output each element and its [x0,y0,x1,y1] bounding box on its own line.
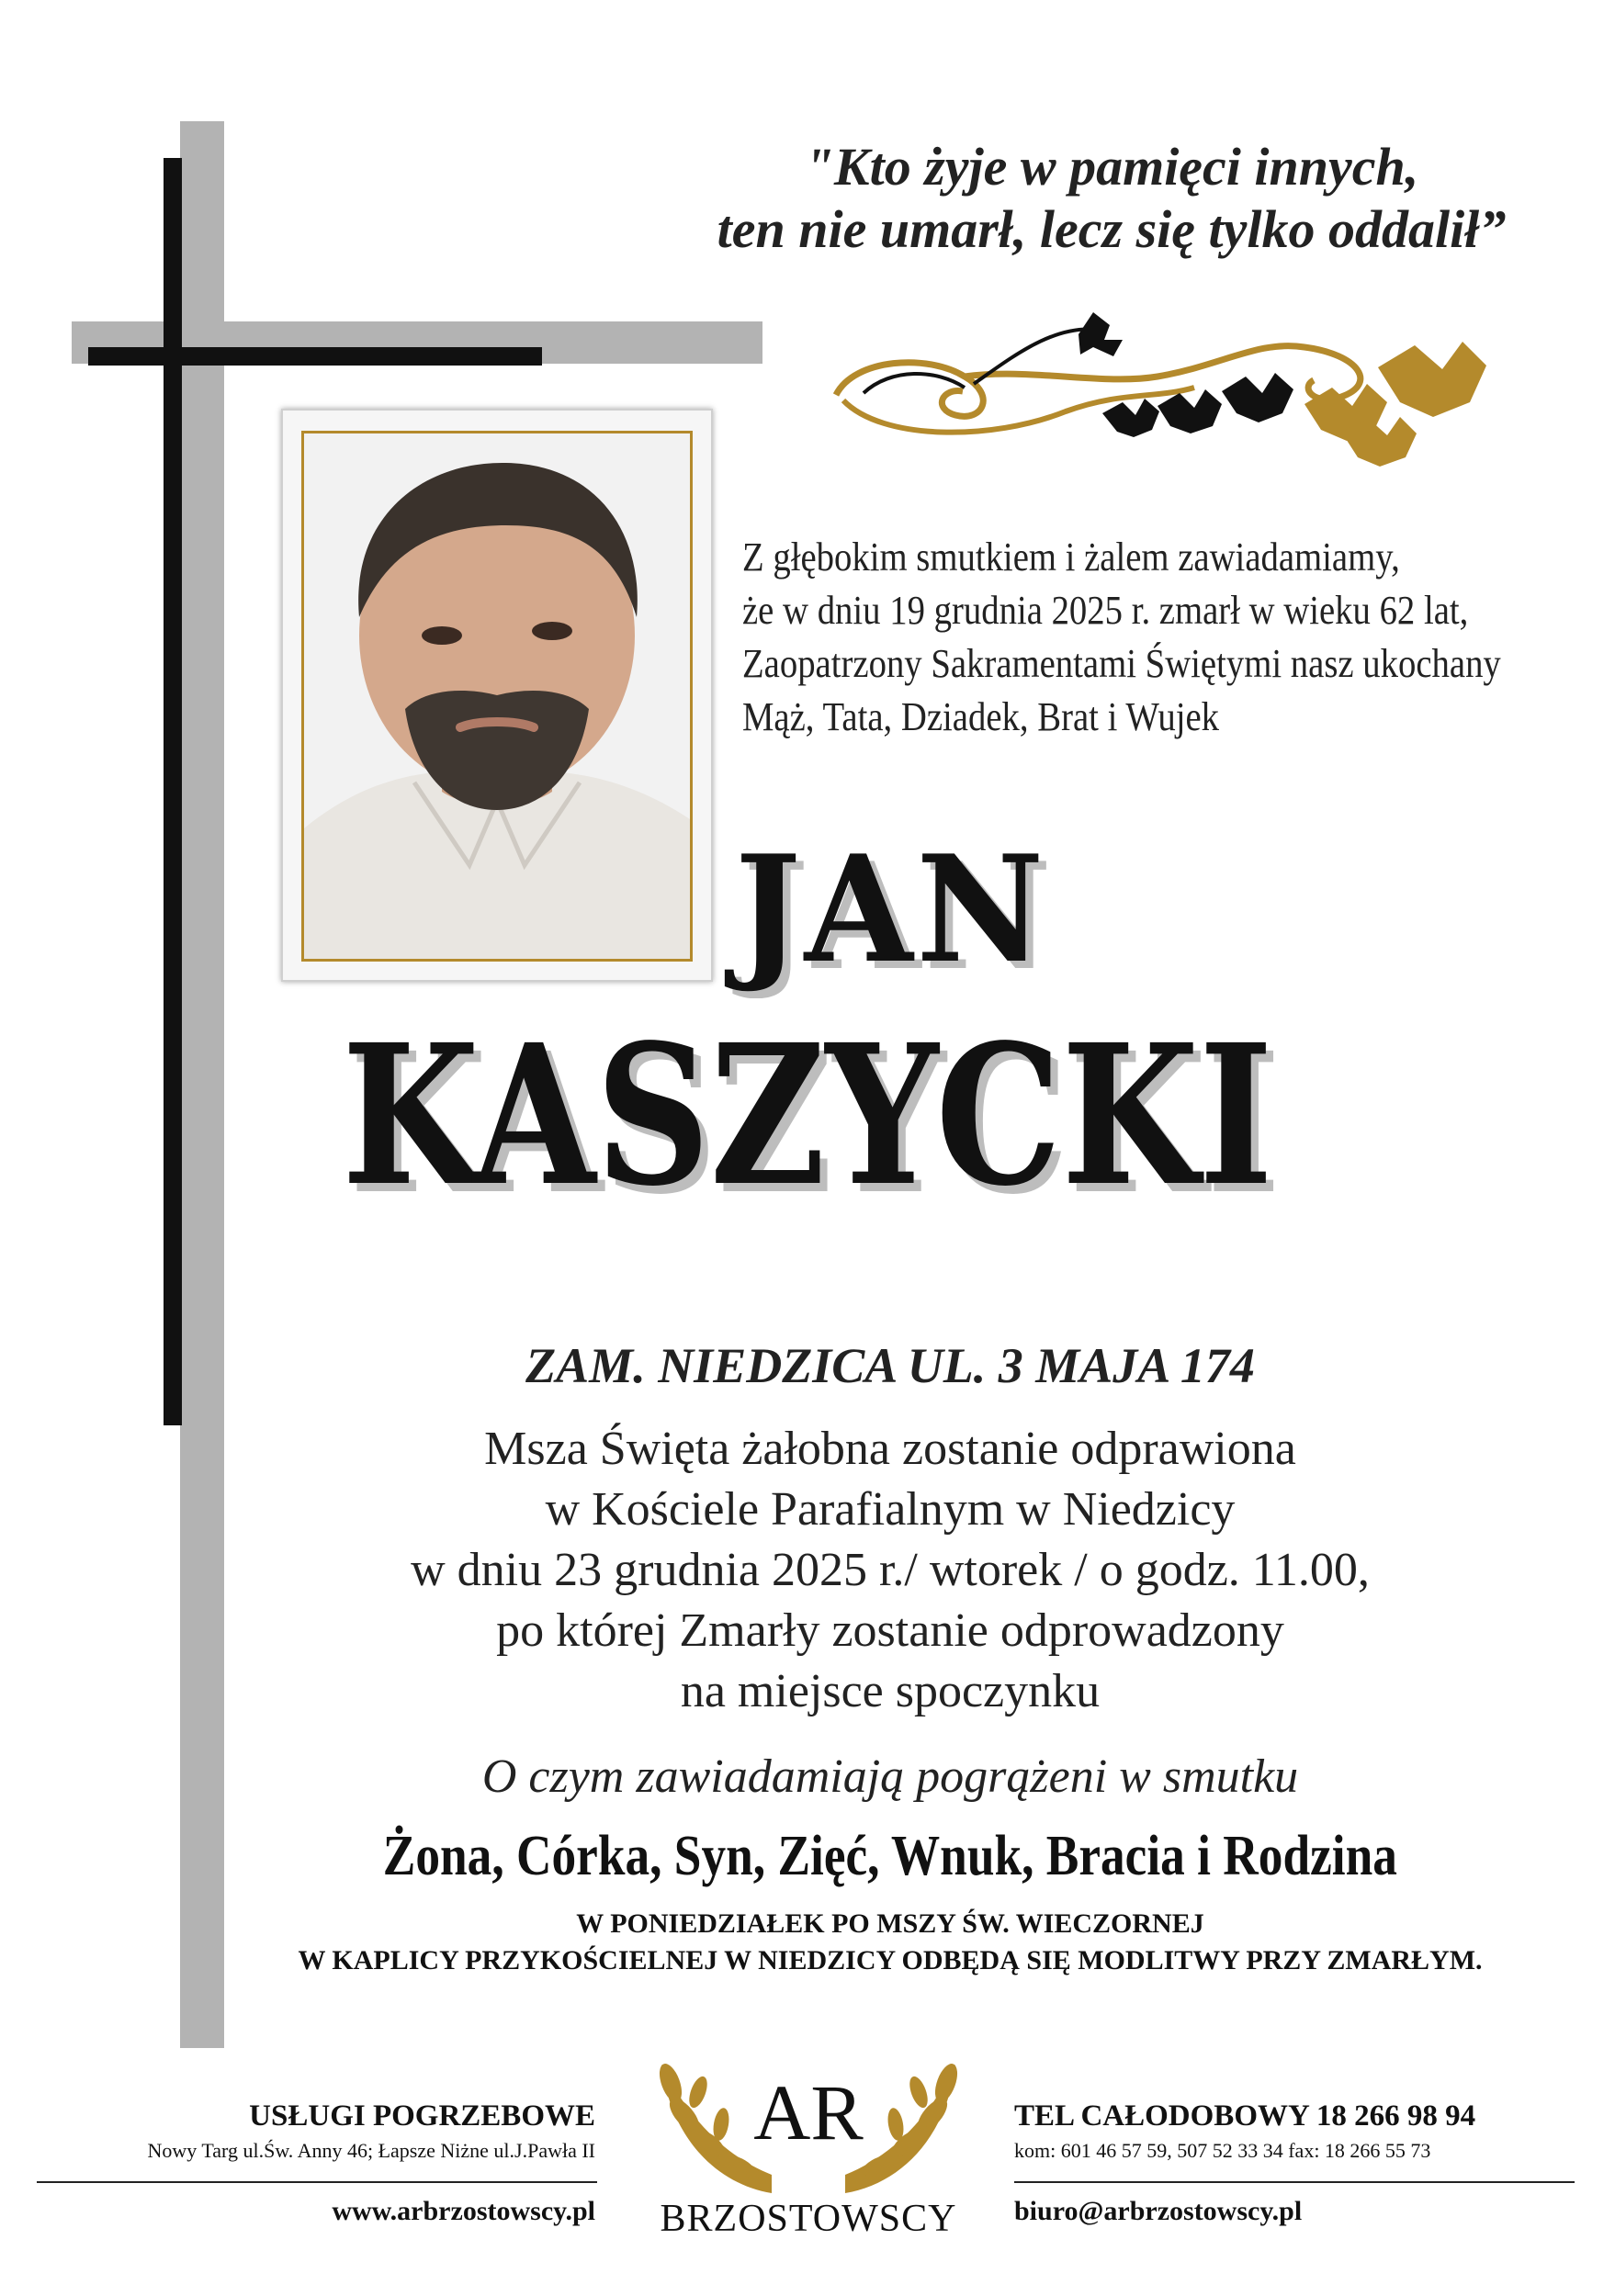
logo-name: BRZOSTOWSCY [660,2198,957,2240]
mass-line-2: w Kościele Parafialnym w Niedzicy [545,1483,1236,1536]
website-link[interactable]: www.arbrzostowscy.pl [332,2196,595,2226]
deceased-address: ZAM. NIEDZICA UL. 3 MAJA 174 [525,1338,1255,1393]
funeral-service-address: Nowy Targ ul.Św. Anny 46; Łapsze Niżne ul.J.Pawła II [147,2139,595,2162]
prayer-notice [0,1906,1615,1979]
portrait-frame [281,409,713,982]
mass-line-3: w dniu 23 grudnia 2025 r./ wtorek / o godz. 11.00, [411,1544,1370,1596]
phone-details: kom: 601 46 57 59, 507 52 33 34 fax: 18 266 55 73 [1014,2139,1431,2162]
quote-line-2: ten nie umarł, lecz się tylko oddalił” [717,199,1507,259]
intro-line-4: Mąż, Tata, Dziadek, Brat i Wujek [742,694,1220,739]
logo-mark: AR [753,2068,864,2156]
prayer-line-1: W PONIEDZIAŁEK PO MSZY ŚW. WIECZORNEJ [576,1908,1204,1939]
mourners-family: Żona, Córka, Syn, Zięć, Wnuk, Bracia i Rodzina [382,1825,1397,1887]
funeral-service-title: USŁUGI POGRZEBOWE [249,2099,595,2133]
deceased-first-name: JAN [735,823,1048,996]
memorial-quote [643,136,1580,261]
announcement-intro [742,531,1510,744]
mass-line-1: Msza Święta żałobna zostanie odprawiona [484,1423,1296,1475]
footer-divider-left [37,2181,597,2183]
footer-divider-right [1014,2181,1575,2183]
mass-line-5: na miejsce spoczynku [680,1665,1101,1717]
portrait-photo [301,431,693,962]
prayer-line-2: W KAPLICY PRZYKOŚCIELNEJ W NIEDZICY ODBĘDĄ SIĘ MODLITWY PRZY ZMARŁYM. [298,1945,1483,1975]
intro-line-3: Zaopatrzony Sakramentami Świętymi nasz ukochany [742,641,1501,686]
email-link[interactable]: biuro@arbrzostowscy.pl [1014,2196,1303,2226]
intro-line-1: Z głębokim smutkiem i żalem zawiadamiamy, [742,535,1400,580]
intro-line-2: że w dniu 19 grudnia 2025 r. zmarł w wieku 62 lat, [742,588,1469,633]
deceased-surname: KASZYCKI [342,1002,1273,1229]
portrait-illustration-icon [304,433,690,959]
mass-information [0,1419,1615,1722]
ivy-ornament-icon [827,303,1488,496]
cross-horizontal-bar [88,347,542,366]
mass-line-4: po której Zmarły zostanie odprowadzony [496,1604,1284,1657]
quote-line-1: "Kto żyje w pamięci innych, [804,137,1419,197]
phone-title: TEL CAŁODOBOWY 18 266 98 94 [1014,2099,1476,2133]
mourners-notice: O czym zawiadamiają pogrążeni w smutku [481,1750,1299,1803]
